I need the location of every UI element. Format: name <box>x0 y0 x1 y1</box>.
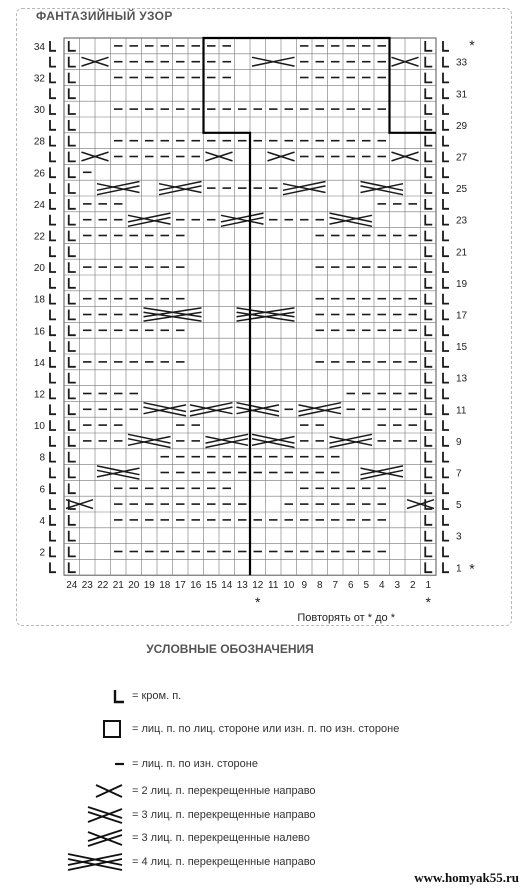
edge-mark-right <box>443 420 449 430</box>
legend-item <box>0 829 525 851</box>
row-label-left: 26 <box>33 168 45 180</box>
edge-mark-left <box>50 88 56 98</box>
row-label-right: 3 <box>456 531 462 543</box>
row-label-left: 22 <box>33 231 45 243</box>
col-label: 3 <box>394 580 401 592</box>
col-label: 8 <box>316 580 323 592</box>
row-label-right: 27 <box>456 152 468 164</box>
cross-3-right-icon <box>56 806 126 828</box>
edge-mark-right <box>443 373 449 383</box>
edge-mark-right <box>443 167 449 177</box>
edge-mark-right <box>443 562 449 572</box>
edge-mark-left <box>50 278 56 288</box>
edge-mark-right <box>443 104 449 114</box>
edge-mark-right <box>443 499 449 509</box>
edge-mark-right <box>443 120 449 130</box>
edge-mark-left <box>50 436 56 446</box>
edge-mark-left <box>50 420 56 430</box>
row-label-right: 17 <box>456 310 468 322</box>
edge-mark-left <box>50 294 56 304</box>
edge-mark-right <box>443 531 449 541</box>
col-label: 19 <box>143 580 155 592</box>
row-label-left: 14 <box>33 357 45 369</box>
edge-mark-right <box>443 231 449 241</box>
edge-mark-left <box>50 57 56 67</box>
legend-title: УСЛОВНЫЕ ОБОЗНАЧЕНИЯ <box>146 642 314 656</box>
edge-mark-left <box>50 452 56 462</box>
edge-mark-right <box>443 152 449 162</box>
legend-text: = 3 лиц. п. перекрещенные направо <box>132 809 316 821</box>
col-label: 1 <box>425 580 432 592</box>
legend-item <box>0 806 525 828</box>
legend-text: = кром. п. <box>132 690 182 702</box>
edge-mark-left <box>50 231 56 241</box>
row-label-left: 8 <box>39 452 45 464</box>
row-label-right: 9 <box>456 436 462 448</box>
star-mark-row1: * <box>469 560 475 577</box>
legend-item <box>0 720 525 742</box>
row-label-left: 4 <box>39 515 45 527</box>
edge-mark-left <box>50 152 56 162</box>
edge-mark-right <box>443 436 449 446</box>
edge-mark-right <box>443 41 449 51</box>
edge-mark-left <box>50 136 56 146</box>
row-label-left: 2 <box>39 547 45 559</box>
edge-mark-right <box>443 483 449 493</box>
edge-mark-right <box>443 215 449 225</box>
row-label-left: 34 <box>33 41 45 53</box>
col-label: 10 <box>283 580 295 592</box>
edge-stitch-icon <box>56 687 126 709</box>
edge-mark-left <box>50 215 56 225</box>
col-label: 7 <box>332 580 339 592</box>
edge-mark-left <box>50 404 56 414</box>
row-label-right: 19 <box>456 278 468 290</box>
edge-mark-right <box>443 199 449 209</box>
row-label-left: 10 <box>33 421 45 433</box>
edge-mark-left <box>50 515 56 525</box>
legend-text: = лиц. п. по изн. стороне <box>132 758 258 770</box>
edge-mark-right <box>443 183 449 193</box>
col-label: 18 <box>159 580 171 592</box>
edge-mark-right <box>443 515 449 525</box>
edge-mark-left <box>50 199 56 209</box>
col-label: 2 <box>409 580 416 592</box>
col-label: 24 <box>66 580 78 592</box>
edge-mark-right <box>443 357 449 367</box>
edge-mark-left <box>50 483 56 493</box>
legend-item <box>0 782 525 804</box>
row-label-right: 11 <box>456 405 467 417</box>
col-label: 16 <box>190 580 202 592</box>
col-label: 6 <box>347 580 354 592</box>
star-mark-col1: * <box>425 594 431 611</box>
col-label: 23 <box>81 580 93 592</box>
row-label-right: 7 <box>456 468 462 480</box>
chart-title: ФАНТАЗИЙНЫЙ УЗОР <box>30 9 179 23</box>
row-label-left: 30 <box>33 105 45 117</box>
col-label: 4 <box>378 580 385 592</box>
edge-mark-left <box>50 120 56 130</box>
cross-2-right-icon <box>56 782 126 804</box>
dash-icon <box>56 755 126 777</box>
row-label-right: 25 <box>456 184 468 196</box>
edge-mark-right <box>443 341 449 351</box>
row-label-right: 23 <box>456 215 468 227</box>
col-label: 14 <box>221 580 233 592</box>
row-label-right: 29 <box>456 120 468 132</box>
repeat-instruction: Повторять от * до * <box>297 612 395 625</box>
edge-mark-left <box>50 468 56 478</box>
legend-text: = 3 лиц. п. перекрещенные налево <box>132 832 310 844</box>
edge-mark-left <box>50 499 56 509</box>
edge-mark-left <box>50 547 56 557</box>
row-label-right: 21 <box>456 247 468 259</box>
edge-mark-right <box>443 294 449 304</box>
edge-mark-right <box>443 310 449 320</box>
edge-mark-left <box>50 310 56 320</box>
cross-4-right-icon <box>56 853 126 875</box>
row-label-left: 18 <box>33 294 45 306</box>
row-label-right: 15 <box>456 342 468 354</box>
star-mark-col12: * <box>255 594 261 611</box>
cross-3-left-icon <box>56 829 126 851</box>
col-label: 11 <box>268 580 279 592</box>
legend-text: = 2 лиц. п. перекрещенные направо <box>132 785 316 797</box>
row-label-left: 16 <box>33 326 45 338</box>
edge-mark-left <box>50 41 56 51</box>
edge-mark-right <box>443 547 449 557</box>
edge-mark-left <box>50 531 56 541</box>
edge-mark-left <box>50 357 56 367</box>
row-label-right: 33 <box>456 57 468 69</box>
row-label-right: 1 <box>456 563 462 575</box>
edge-mark-left <box>50 104 56 114</box>
edge-mark-left <box>50 262 56 272</box>
edge-mark-left <box>50 389 56 399</box>
edge-mark-right <box>443 88 449 98</box>
col-label: 5 <box>363 580 370 592</box>
star-mark-row34: * <box>469 37 475 53</box>
edge-mark-left <box>50 167 56 177</box>
empty-square-icon <box>56 720 126 742</box>
edge-mark-left <box>50 373 56 383</box>
legend-item <box>0 687 525 709</box>
edge-mark-right <box>443 389 449 399</box>
edge-mark-right <box>443 246 449 256</box>
row-label-left: 28 <box>33 136 45 148</box>
edge-mark-right <box>443 452 449 462</box>
row-label-left: 24 <box>33 199 45 211</box>
row-label-right: 5 <box>456 500 462 512</box>
col-label: 22 <box>97 580 109 592</box>
edge-mark-left <box>50 73 56 83</box>
edge-mark-right <box>443 73 449 83</box>
edge-mark-right <box>443 325 449 335</box>
edge-mark-right <box>443 57 449 67</box>
row-label-left: 6 <box>39 484 45 496</box>
site-watermark: www.homyak55.ru <box>414 870 519 885</box>
edge-mark-left <box>50 562 56 572</box>
edge-mark-right <box>443 404 449 414</box>
legend-item <box>0 755 525 777</box>
col-label: 20 <box>128 580 140 592</box>
edge-mark-right <box>443 278 449 288</box>
row-label-right: 13 <box>456 373 468 385</box>
edge-mark-right <box>443 262 449 272</box>
col-label: 12 <box>252 580 264 592</box>
edge-mark-left <box>50 325 56 335</box>
edge-mark-right <box>443 468 449 478</box>
edge-mark-left <box>50 341 56 351</box>
row-label-left: 12 <box>33 389 45 401</box>
edge-mark-right <box>443 136 449 146</box>
col-label: 21 <box>112 580 124 592</box>
col-label: 13 <box>236 580 248 592</box>
legend-text: = 4 лиц. п. перекрещенные направо <box>132 856 316 868</box>
row-label-right: 31 <box>456 89 468 101</box>
edge-mark-left <box>50 246 56 256</box>
legend-text: = лиц. п. по лиц. стороне или изн. п. по изн. стороне <box>132 723 400 735</box>
col-label: 15 <box>205 580 217 592</box>
col-label: 9 <box>301 580 308 592</box>
edge-mark-left <box>50 183 56 193</box>
col-label: 17 <box>174 580 186 592</box>
row-label-left: 20 <box>33 263 45 275</box>
row-label-left: 32 <box>33 73 45 85</box>
